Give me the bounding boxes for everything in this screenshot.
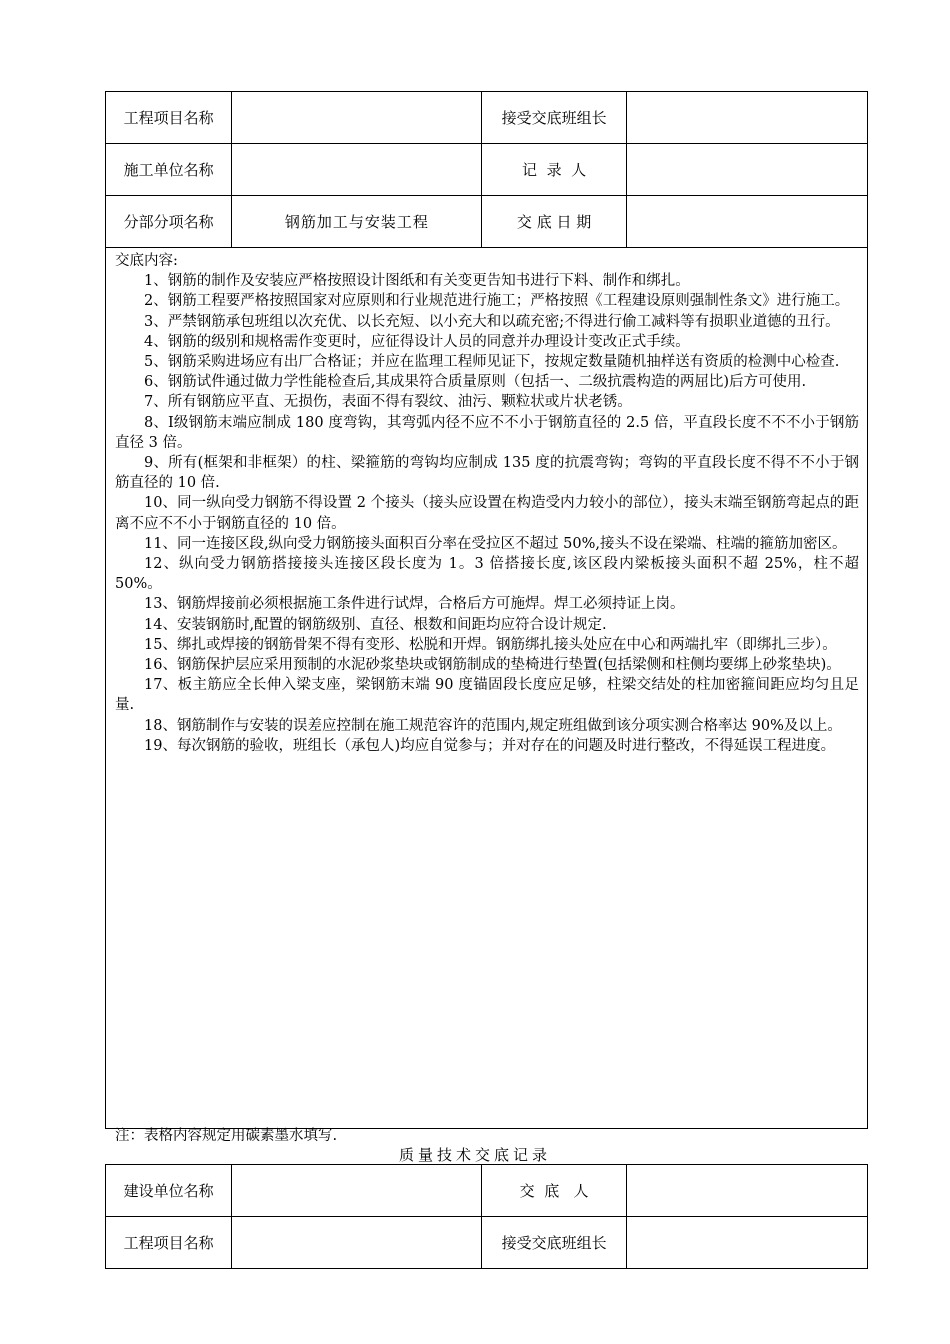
list-item: 12、纵向受力钢筋搭接接头连接区段长度为 1。3 倍搭接长度,该区段内梁板接头面积不超 25%，柱不超 50%。	[115, 556, 859, 593]
project-name-label: 工程项目名称	[106, 92, 232, 144]
list-item: 10、同一纵向受力钢筋不得设置 2 个接头（接头应设置在构造受内力较小的部位），接头末端至钢筋弯起点的距离不应不不小于钢筋直径的 10 倍。	[115, 495, 859, 532]
construction-unit-field[interactable]	[232, 144, 482, 196]
list-item: 14、安装钢筋时,配置的钢筋级别、直径、根数和间距均应符合设计规定.	[144, 616, 607, 633]
list-item: 15、绑扎或焊接的钢筋骨架不得有变形、松脱和开焊。钢筋绑扎接头处应在中心和两端扎牢（即绑扎三步）。	[144, 636, 837, 653]
team-leader-field[interactable]	[626, 92, 867, 144]
content-row	[106, 248, 868, 1129]
handover-person-label: 交 底 人	[482, 1165, 626, 1217]
team-leader-label: 接受交底班组长	[482, 92, 626, 144]
recorder-field[interactable]	[626, 144, 867, 196]
content-heading: 交底内容:	[115, 253, 178, 269]
client-unit-field[interactable]	[232, 1165, 482, 1217]
list-item: 16、钢筋保护层应采用预制的水泥砂浆垫块或钢筋制成的垫椅进行垫置(包括梁侧和柱侧均要绑上砂浆垫块)。	[144, 657, 841, 674]
top-info-table	[105, 91, 868, 1129]
table-row	[106, 1165, 868, 1217]
table-row	[106, 144, 868, 196]
footnote: 注：表格内容规定用碳素墨水填写.	[115, 1128, 338, 1144]
list-item: 11、同一连接区段,纵向受力钢筋接头面积百分率在受拉区不超过 50%,接头不设在梁端、柱端的箍筋加密区。	[144, 535, 847, 552]
team-leader-label: 接受交底班组长	[482, 1217, 626, 1269]
recorder-label: 记 录 人	[482, 144, 626, 196]
list-item: 19、每次钢筋的验收，班组长（承包人)均应自觉参与；并对存在的问题及时进行整改，不得延误工程进度。	[144, 737, 836, 754]
bottom-info-table	[105, 1164, 868, 1269]
project-name-field[interactable]	[232, 1217, 482, 1269]
list-item: 4、钢筋的级别和规格需作变更时，应征得设计人员的同意并办理设计变改正式手续。	[144, 333, 690, 350]
list-item: 2、钢筋工程要严格按照国家对应原则和行业规范进行施工；严格按照《工程建设原则强制性条文》进行施工。	[144, 293, 850, 310]
list-item: 6、钢筋试件通过做力学性能检查后,其成果符合质量原则（包括一、二级抗震构造的两屈比)后方可使用.	[144, 374, 807, 391]
construction-unit-label: 施工单位名称	[106, 144, 232, 196]
list-item: 17、板主筋应全长伸入梁支座，梁钢筋末端 90 度锚固段长度应足够，柱梁交结处的柱加密箍间距应均匀且足量.	[115, 677, 859, 714]
list-item: 7、所有钢筋应平直、无损伤，表面不得有裂纹、油污、颗粒状或片状老锈。	[144, 394, 632, 411]
table-row	[106, 1217, 868, 1269]
handover-person-field[interactable]	[626, 1165, 867, 1217]
list-item: 1、钢筋的制作及安装应严格按照设计图纸和有关变更告知书进行下料、制作和绑扎。	[144, 273, 690, 290]
handover-date-label: 交 底 日 期	[482, 196, 626, 248]
list-item: 18、钢筋制作与安装的误差应控制在施工规范容许的范围内,规定班组做到该分项实测合格率达 90%及以上。	[144, 717, 842, 734]
list-item: 9、所有(框架和非框架）的柱、梁箍筋的弯钩均应制成 135 度的抗震弯钩；弯钩的平直段长度不得不不小于钢筋直径的 10 倍.	[115, 455, 859, 492]
list-item: 13、钢筋焊接前必须根据施工条件进行试焊，合格后方可施焊。焊工必须持证上岗。	[144, 596, 685, 613]
team-leader-field[interactable]	[626, 1217, 867, 1269]
table-row	[106, 196, 868, 248]
subitem-name-value[interactable]: 钢筋加工与安装工程	[232, 196, 482, 248]
project-name-label: 工程项目名称	[106, 1217, 232, 1269]
list-item: 8、Ⅰ级钢筋末端应制成 180 度弯钩，其弯弧内径不应不不小于钢筋直径的 2.5 倍，平直段长度不不不小于钢筋直径 3 倍。	[115, 414, 859, 451]
handover-content	[106, 248, 867, 756]
handover-date-field[interactable]	[626, 196, 867, 248]
client-unit-label: 建设单位名称	[106, 1165, 232, 1217]
list-item: 5、钢筋采购进场应有出厂合格证；并应在监理工程师见证下，按规定数量随机抽样送有资质的检测中心检查.	[144, 354, 840, 371]
content-cell[interactable]	[106, 248, 868, 1129]
project-name-field[interactable]	[232, 92, 482, 144]
subitem-name-label: 分部分项名称	[106, 196, 232, 248]
table-row	[106, 92, 868, 144]
form-title: 质量技术交底记录	[398, 1146, 551, 1164]
list-item: 3、严禁钢筋承包班组以次充优、以长充短、以小充大和以疏充密;不得进行偷工减料等有损职业道德的丑行。	[144, 313, 840, 330]
